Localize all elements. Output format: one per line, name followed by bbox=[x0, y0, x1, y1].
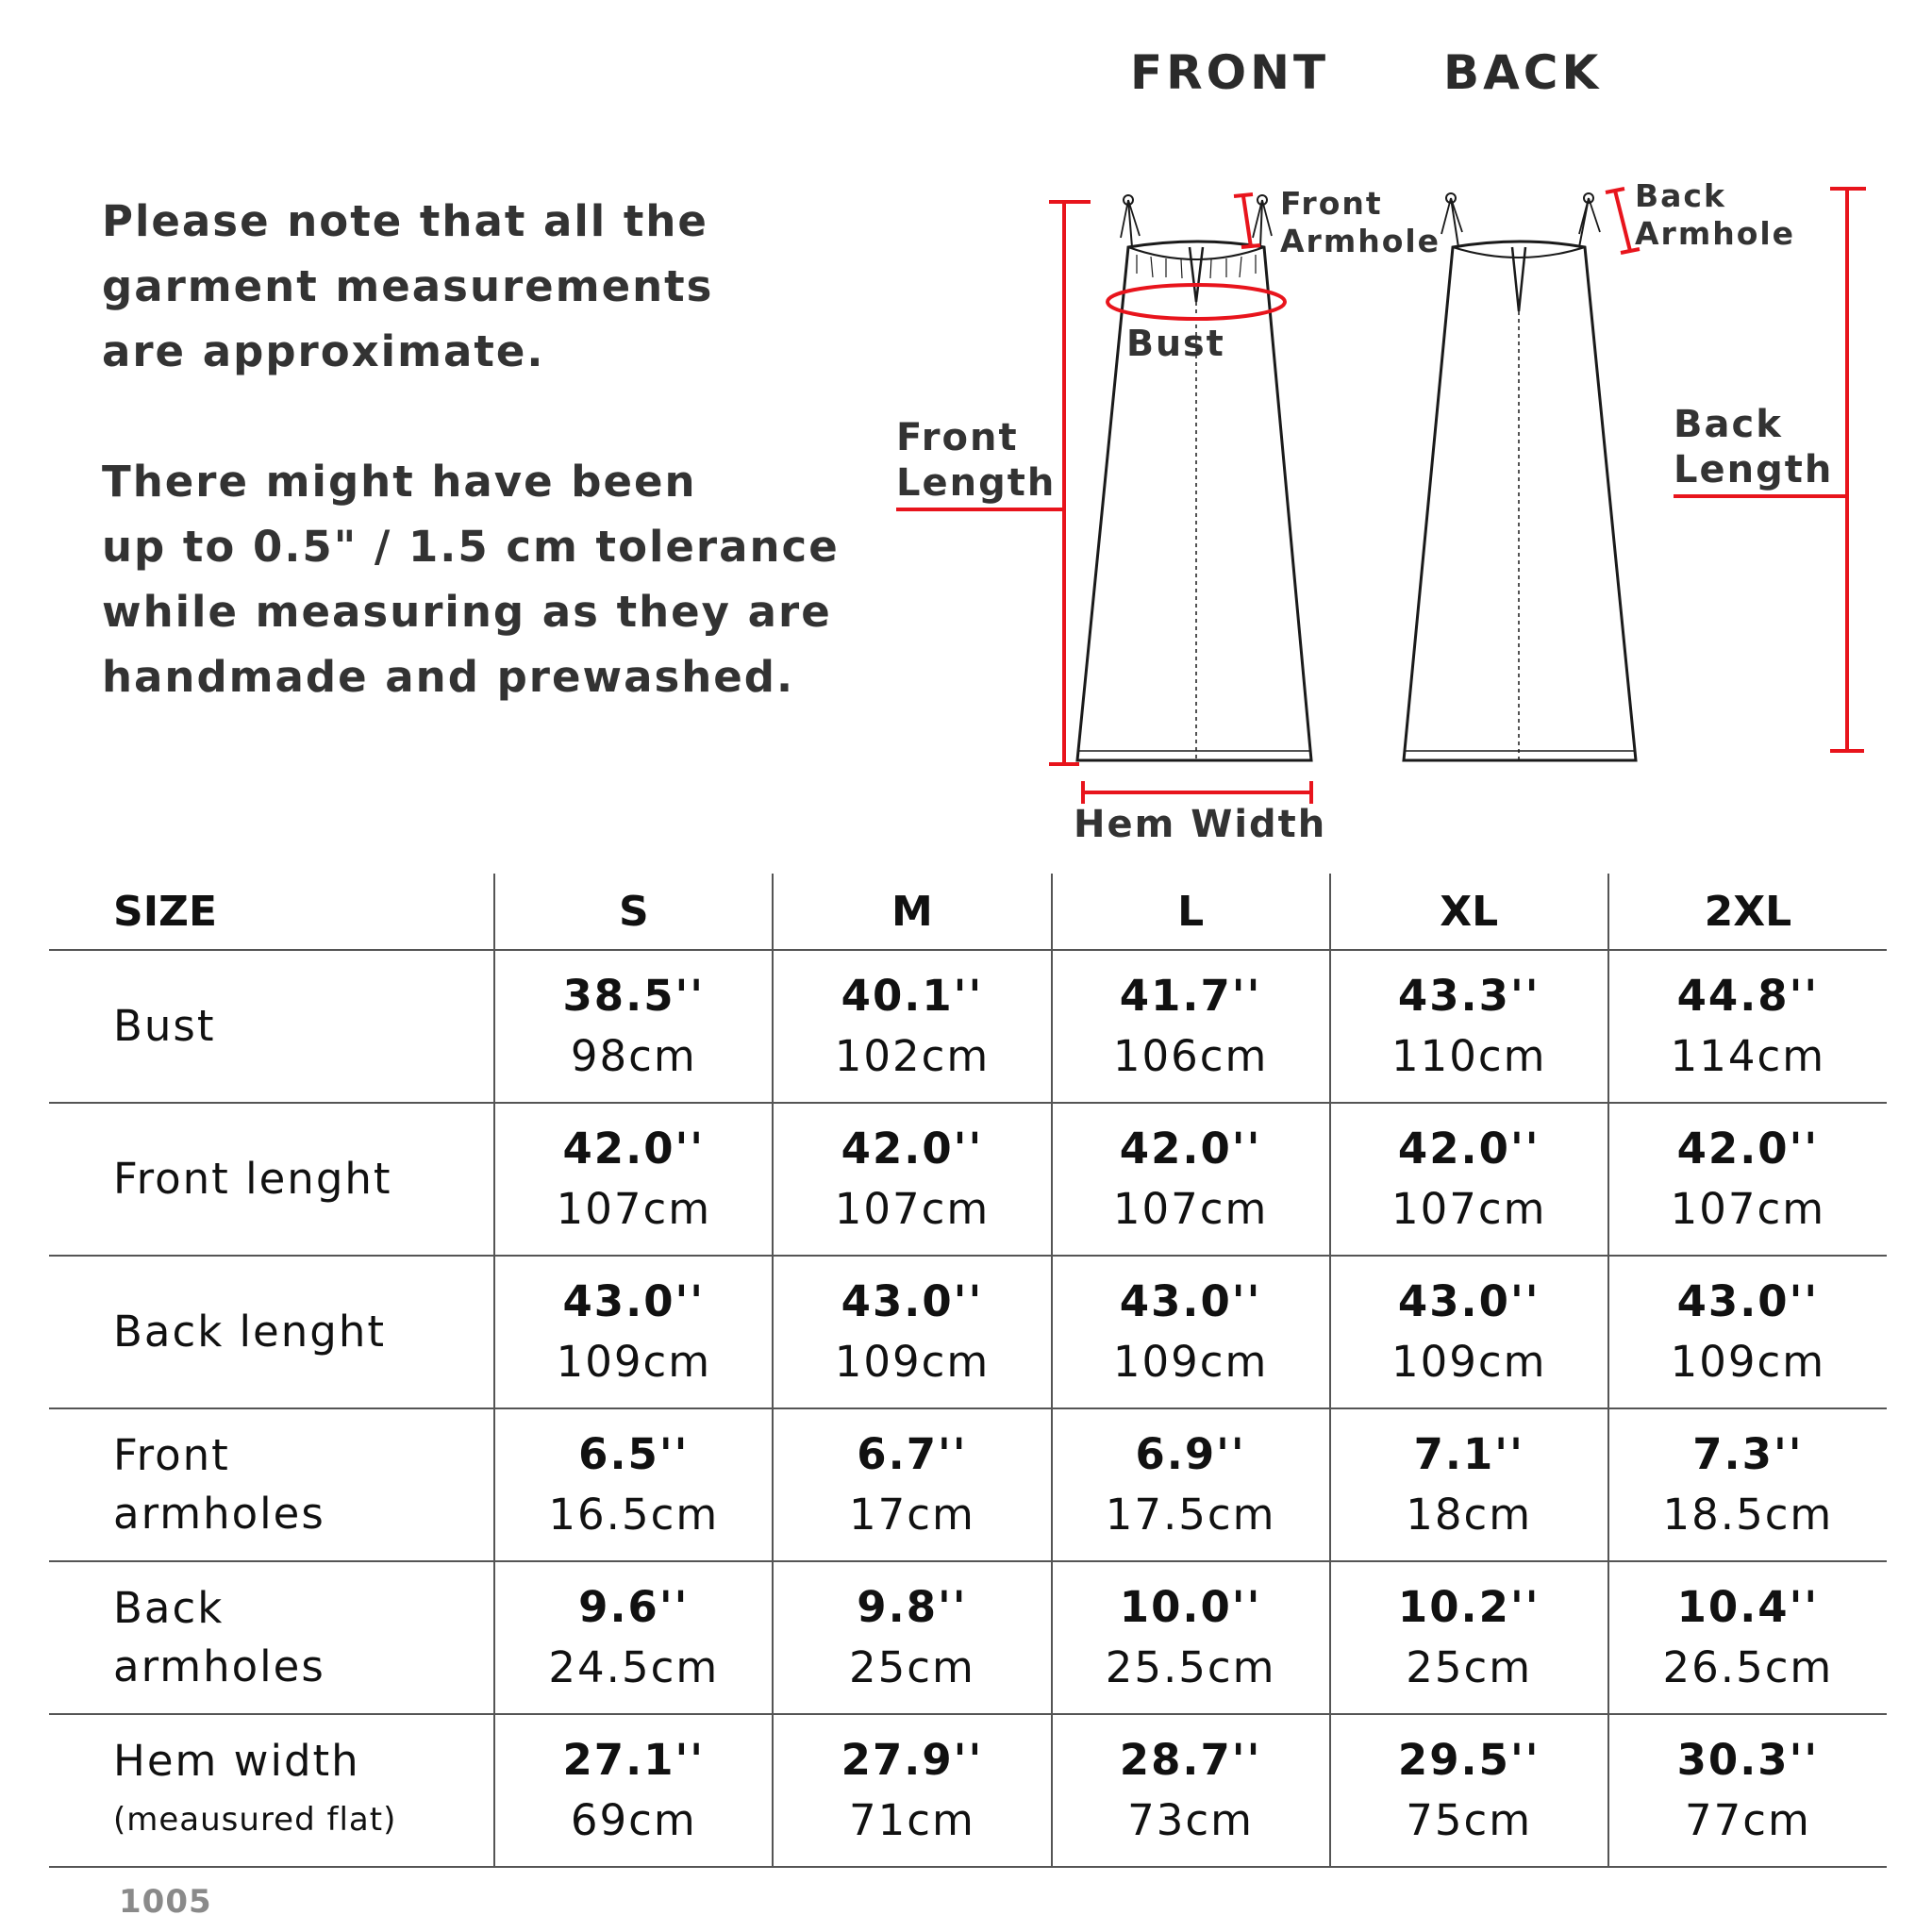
table-row bbox=[49, 1256, 1887, 1408]
table-cell: 42.0'' 107cm bbox=[1608, 1103, 1887, 1256]
table-cell: 42.0'' 107cm bbox=[773, 1103, 1051, 1256]
table-cell: 42.0'' 107cm bbox=[494, 1103, 773, 1256]
table-cell: 7.1'' 18cm bbox=[1330, 1408, 1608, 1561]
row-label: Front lenght bbox=[49, 1103, 494, 1256]
size-col-header: 2XL bbox=[1608, 874, 1887, 950]
table-cell: 27.9'' 71cm bbox=[773, 1714, 1051, 1867]
table-cell: 43.0'' 109cm bbox=[1608, 1256, 1887, 1408]
table-row bbox=[49, 950, 1887, 1103]
table-cell: 9.8'' 25cm bbox=[773, 1561, 1051, 1714]
table-cell: 6.5'' 16.5cm bbox=[494, 1408, 773, 1561]
bust-label: Bust bbox=[1126, 323, 1225, 364]
size-header: SIZE bbox=[49, 874, 494, 950]
row-label: Back armholes bbox=[49, 1561, 494, 1714]
table-row bbox=[49, 1103, 1887, 1256]
front-length-label: Front Length bbox=[896, 416, 1057, 505]
size-col-header: L bbox=[1052, 874, 1330, 950]
table-cell: 43.0'' 109cm bbox=[1052, 1256, 1330, 1408]
row-label: Hem width (meausured flat) bbox=[49, 1714, 494, 1867]
front-armhole-label: Front Armhole bbox=[1280, 185, 1441, 259]
size-chart-table bbox=[49, 874, 1887, 1868]
table-cell: 38.5'' 98cm bbox=[494, 950, 773, 1103]
back-view-title: BACK bbox=[1443, 45, 1603, 100]
table-cell: 41.7'' 106cm bbox=[1052, 950, 1330, 1103]
table-cell: 44.8'' 114cm bbox=[1608, 950, 1887, 1103]
note-line: handmade and prewashed. bbox=[102, 652, 795, 702]
table-cell: 7.3'' 18.5cm bbox=[1608, 1408, 1887, 1561]
back-dress-drawing bbox=[1404, 193, 1636, 760]
row-label: Back lenght bbox=[49, 1256, 494, 1408]
size-col-header: M bbox=[773, 874, 1051, 950]
table-header-row bbox=[49, 874, 1887, 950]
size-col-header: S bbox=[494, 874, 773, 950]
note-line: There might have been bbox=[102, 457, 697, 507]
table-cell: 27.1'' 69cm bbox=[494, 1714, 773, 1867]
hem-width-label: Hem Width bbox=[1074, 803, 1327, 846]
note-line: Please note that all the bbox=[102, 196, 708, 246]
table-cell: 10.0'' 25.5cm bbox=[1052, 1561, 1330, 1714]
size-col-header: XL bbox=[1330, 874, 1608, 950]
table-cell: 10.2'' 25cm bbox=[1330, 1561, 1608, 1714]
note-line: are approximate. bbox=[102, 326, 545, 376]
table-cell: 43.0'' 109cm bbox=[494, 1256, 773, 1408]
table-cell: 43.3'' 110cm bbox=[1330, 950, 1608, 1103]
note-line: up to 0.5" / 1.5 cm tolerance bbox=[102, 522, 840, 572]
table-cell: 9.6'' 24.5cm bbox=[494, 1561, 773, 1714]
table-cell: 40.1'' 102cm bbox=[773, 950, 1051, 1103]
table-cell: 10.4'' 26.5cm bbox=[1608, 1561, 1887, 1714]
table-cell: 28.7'' 73cm bbox=[1052, 1714, 1330, 1867]
table-cell: 6.9'' 17.5cm bbox=[1052, 1408, 1330, 1561]
note-line: while measuring as they are bbox=[102, 587, 832, 637]
table-cell: 6.7'' 17cm bbox=[773, 1408, 1051, 1561]
table-cell: 43.0'' 109cm bbox=[773, 1256, 1051, 1408]
front-dress-drawing bbox=[1077, 195, 1311, 760]
table-cell: 42.0'' 107cm bbox=[1052, 1103, 1330, 1256]
back-armhole-line bbox=[1615, 191, 1630, 251]
table-cell: 43.0'' 109cm bbox=[1330, 1256, 1608, 1408]
back-length-label: Back Length bbox=[1674, 403, 1834, 491]
product-code: 1005 bbox=[119, 1883, 212, 1921]
row-label: Front armholes bbox=[49, 1408, 494, 1561]
table-cell: 29.5'' 75cm bbox=[1330, 1714, 1608, 1867]
table-cell: 30.3'' 77cm bbox=[1608, 1714, 1887, 1867]
table-row bbox=[49, 1561, 1887, 1714]
row-label: Bust bbox=[49, 950, 494, 1103]
table-row bbox=[49, 1408, 1887, 1561]
front-view-title: FRONT bbox=[1130, 45, 1330, 100]
back-armhole-label: Back Armhole bbox=[1635, 177, 1796, 252]
note-line: garment measurements bbox=[102, 261, 714, 311]
front-armhole-line bbox=[1243, 196, 1251, 247]
table-row bbox=[49, 1714, 1887, 1867]
table-cell: 42.0'' 107cm bbox=[1330, 1103, 1608, 1256]
